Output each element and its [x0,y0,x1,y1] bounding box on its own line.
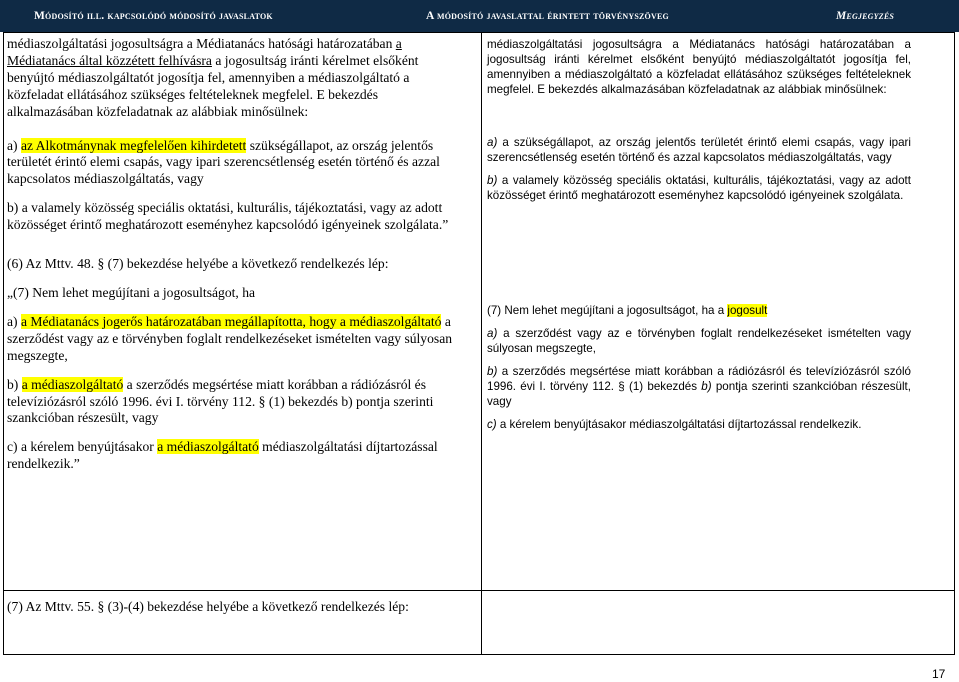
right-paragraph-2: a) a szükségállapot, az ország jelentős területét érintő elemi csapás, vagy ipari szerencsétlenség esetén történő és azzal kapcsolatos médiaszolgáltatás, vagy [487,136,911,165]
column-divider-bottom [481,590,482,654]
column-divider [481,33,482,591]
highlighted-text: az Alkotmánynak megfelelően kihirdetett [20,137,247,153]
highlighted-text: a Médiatanács jogerős határozatában megállapította, hogy a médiaszolgáltató [20,313,442,329]
right-paragraph-7: c) a kérelem benyújtásakor médiaszolgáltatási díjtartozással rendelkezik. [487,418,862,432]
left-column [7,36,467,473]
right-paragraph-1: médiaszolgáltatási jogosultságra a Médiatanács hatósági határozatában a jogosultság iránti kérelmet elsőként benyújtó médiaszolgáltatót jogosítja fel, amennyiben a médiaszolgáltató a közfeladat ellátásához szükséges feltételeknek megfelel. E bekezdés alkalmazásában közfeladatnak az alábbiak minősülnek: [487,38,911,97]
right-paragraph-4: (7) Nem lehet megújítani a jogosultságot, ha a jogosult [487,303,768,317]
right-paragraph-3: b) a valamely közösség speciális oktatási, kulturális, tájékoztatási, vagy az adott közösséget érintő meghatározott eseményhez kapcsolódó igényeinek szolgálata. [487,173,911,202]
left-paragraph-8: c) a kérelem benyújtásakor a médiaszolgáltató médiaszolgáltatási díjtartozással rendelkezik.” [7,439,438,472]
left-paragraph-6: a) a Médiatanács jogerős határozatában megállapította, hogy a médiaszolgáltató a szerződést vagy az e törvényben foglalt rendelkezéseket ismételten vagy súlyosan megszegte, [7,313,453,363]
header-col-notes: Megjegyzés [836,10,895,22]
left-paragraph-4: (6) Az Mttv. 48. § (7) bekezdése helyébe a következő rendelkezés lép: [7,256,389,272]
left-paragraph-2: a) az Alkotmánynak megfelelően kihirdetett szükségállapot, az ország jelentős területét érintő elemi csapás, vagy ipari szerencsétlenség esetén történő és azzal kapcsolatos médiaszolgáltatás, vagy [7,137,440,187]
highlighted-text: a médiaszolgáltató [157,439,259,455]
underlined-text: a Médiatanács által közzétett felhívásra [7,36,402,68]
row-divider [4,590,954,591]
left-paragraph-3: b) a valamely közösség speciális oktatási, kulturális, tájékoztatási, vagy az adott közösséget érintő meghatározott eseményhez kapcsolódó igényeinek szolgálata.” [7,200,449,233]
page-number: 17 [932,667,946,681]
left-paragraph-7: b) a médiaszolgáltató a szerződés megsértése miatt korábban a rádiózásról és televíziózásról szóló 1996. évi I. törvény 112. § (1) bekezdés b) pontja szerinti szankcióban részesült, vagy [7,376,434,426]
left-paragraph-9: (7) Az Mttv. 55. § (3)-(4) bekezdése helyébe a következő rendelkezés lép: [7,599,409,614]
highlighted-text: jogosult [727,303,768,317]
header-col-law-text: A módosító javaslattal érintett törvényszöveg [426,10,669,22]
right-column [487,37,911,432]
left-paragraph-1: médiaszolgáltatási jogosultságra a Médiatanács hatósági határozatában a Médiatanács által közzétett felhívásra a jogosultság iránti kérelmet elsőként benyújtó médiaszolgáltatót jogosítja fel, amennyiben a médiaszolgáltató a közfeladat ellátásához szükséges feltételeknek megfelel. E bekezdés alkalmazásában közfeladatnak az alábbiak minősülnek: [7,36,419,119]
left-paragraph-5: „(7) Nem lehet megújítani a jogosultságot, ha [7,284,256,300]
right-paragraph-5: a) a szerződést vagy az e törvényben foglalt rendelkezéseket ismételten vagy súlyosan megszegte, [487,326,911,355]
table-header [0,0,959,32]
header-col-modifications: Módosító ill. kapcsolódó módosító javaslatok [34,10,273,22]
highlighted-text: a médiaszolgáltató [21,376,124,392]
right-paragraph-6: b) a szerződés megsértése miatt korábban a rádiózásról és televíziózásról szóló 1996. évi I. törvény 112. § (1) bekezdés b) pontja szerinti szankcióban részesült, vagy [487,365,912,409]
